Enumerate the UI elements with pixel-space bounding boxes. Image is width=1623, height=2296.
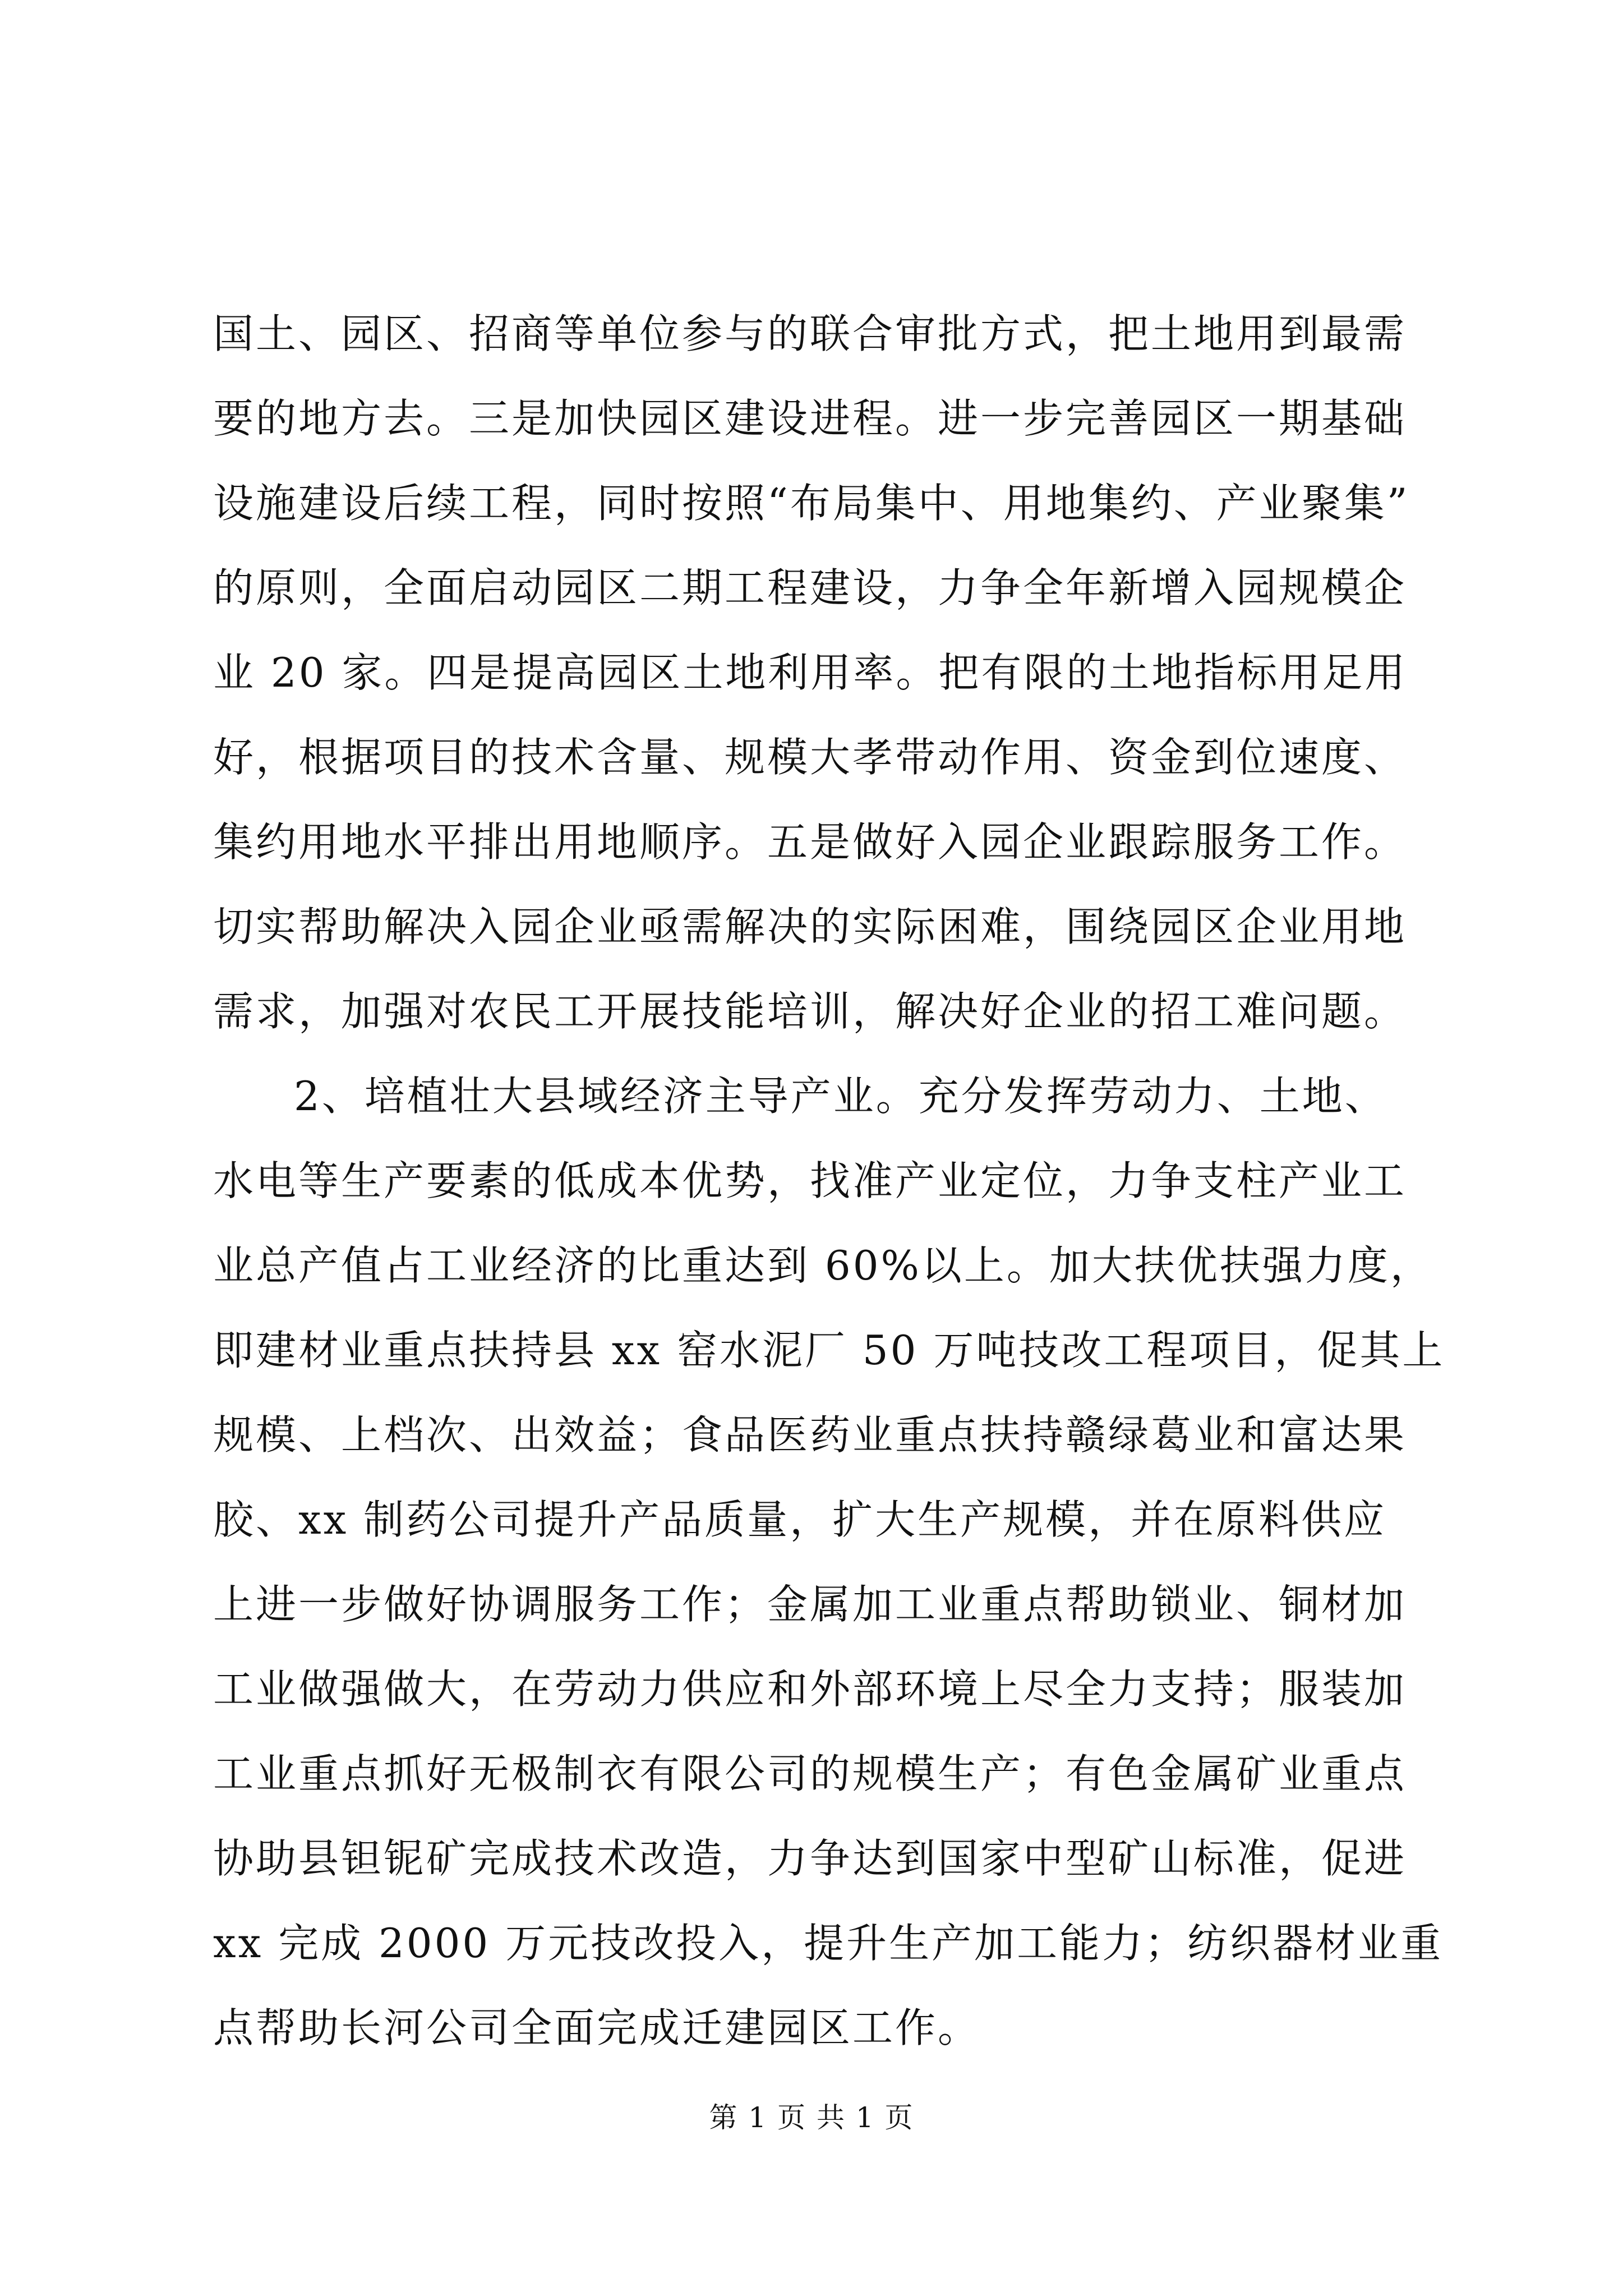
text-line: 的原则，全面启动园区二期工程建设，力争全年新增入园规模企	[213, 564, 1407, 611]
text-line: 要的地方去。三是加快园区建设进程。进一步完善园区一期基础	[213, 395, 1407, 442]
text-line: 工业做强做大，在劳动力供应和外部环境上尽全力支持；服装加	[213, 1665, 1407, 1713]
text-line: 好，根据项目的技术含量、规模大孝带动作用、资金到位速度、	[213, 734, 1407, 781]
text-line: 需求，加强对农民工开展技能培训，解决好企业的招工难问题。	[213, 988, 1407, 1035]
page-number-label: 第 1 页 共 1 页	[709, 2101, 914, 2134]
body-text	[213, 292, 1445, 2070]
text-line: 即建材业重点扶持县 xx 窑水泥厂 50 万吨技改工程项目，促其上	[213, 1327, 1445, 1374]
text-line: 胶、xx 制药公司提升产品质量，扩大生产规模，并在原料供应	[213, 1496, 1387, 1543]
text-line: 业总产值占工业经济的比重达到 60%以上。加大扶优扶强力度，	[213, 1242, 1433, 1289]
text-line: 集约用地水平排出用地顺序。五是做好入园企业跟踪服务工作。	[213, 818, 1407, 866]
text-line: 切实帮助解决入园企业亟需解决的实际困难，围绕园区企业用地	[213, 903, 1407, 950]
text-line: 工业重点抓好无极制衣有限公司的规模生产；有色金属矿业重点	[213, 1750, 1407, 1797]
text-line: 业 20 家。四是提高园区土地利用率。把有限的土地指标用足用	[213, 649, 1408, 696]
paragraph-start-line: 2、培植壮大县域经济主导产业。充分发挥劳动力、土地、	[294, 1073, 1387, 1120]
page-footer	[0, 2101, 1623, 2134]
text-line: 设施建设后续工程，同时按照“布局集中、用地集约、产业聚集”	[213, 480, 1410, 527]
text-line: 协助县钽铌矿完成技术改造，力争达到国家中型矿山标准，促进	[213, 1835, 1407, 1882]
text-line: xx 完成 2000 万元技改投入，提升生产加工能力；纺织器材业重	[213, 1920, 1444, 1967]
text-line: 规模、上档次、出效益；食品医药业重点扶持赣绿葛业和富达果	[213, 1411, 1407, 1458]
text-line: 水电等生产要素的低成本优势，找准产业定位，力争支柱产业工	[213, 1157, 1407, 1204]
text-line: 上进一步做好协调服务工作；金属加工业重点帮助锁业、铜材加	[213, 1581, 1407, 1628]
text-line: 国土、园区、招商等单位参与的联合审批方式，把土地用到最需	[213, 310, 1407, 357]
text-line: 点帮助长河公司全面完成迁建园区工作。	[213, 2004, 981, 2051]
